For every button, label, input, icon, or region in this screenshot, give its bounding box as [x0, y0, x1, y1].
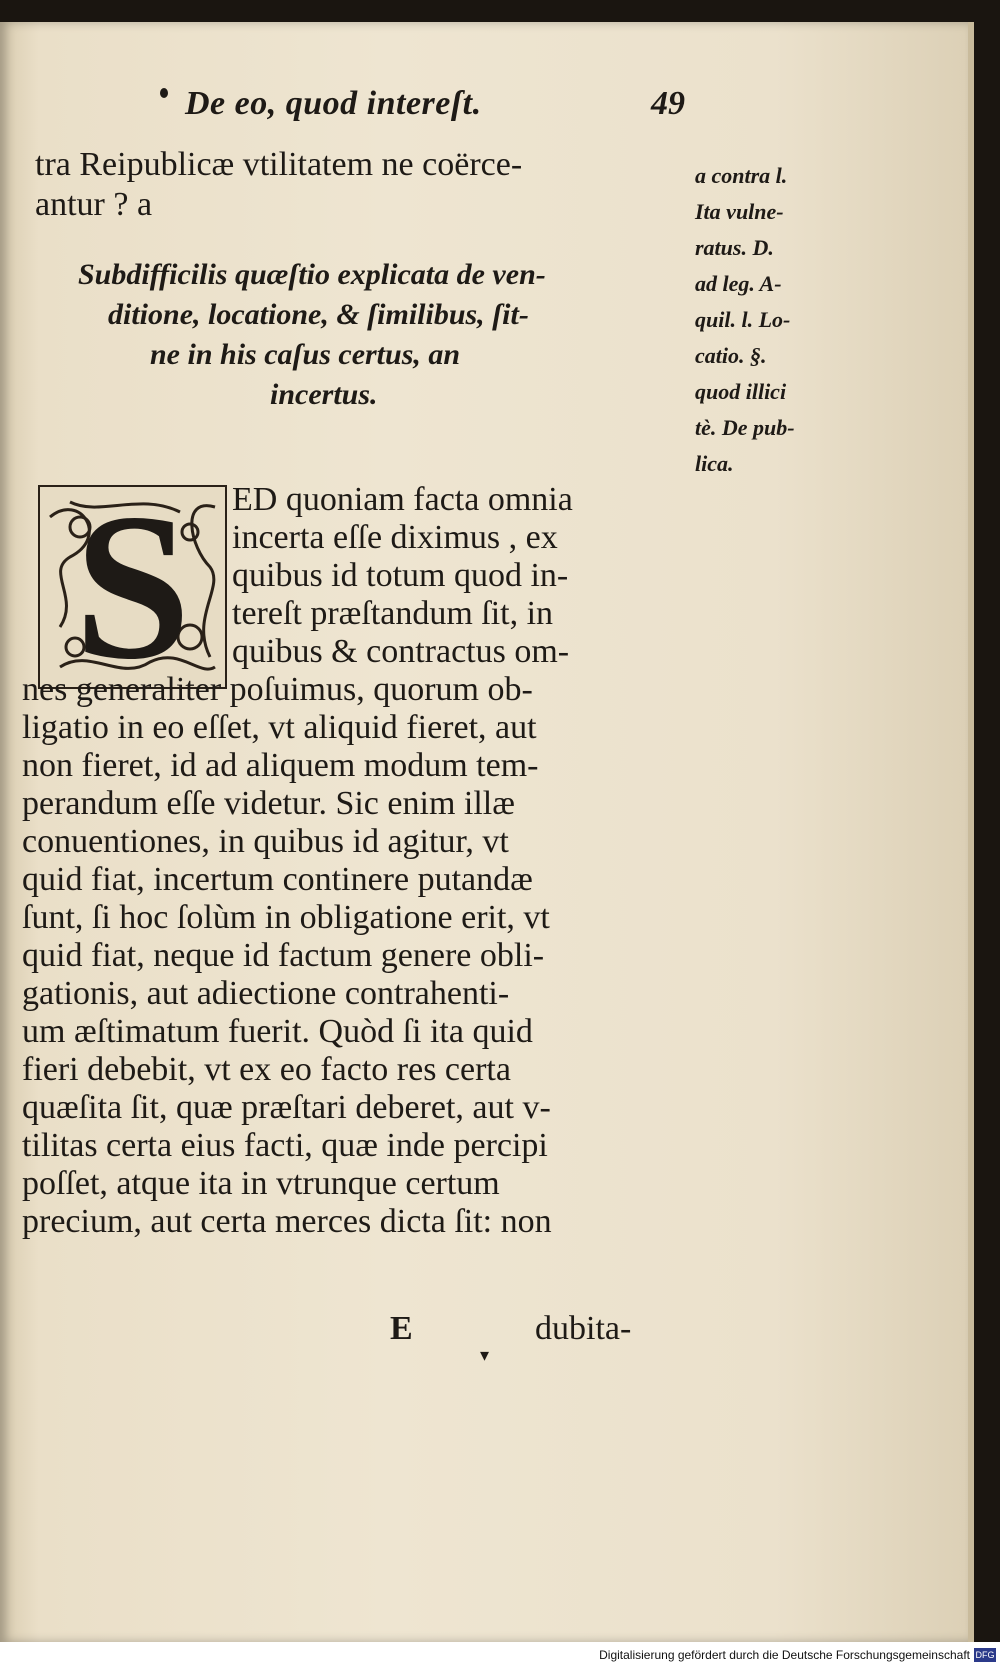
margin-note-line: tè. De pub- — [695, 415, 795, 440]
footer — [0, 1642, 1000, 1666]
subheading-line: incertus. — [270, 378, 378, 411]
margin-note-line: Ita vulne- — [695, 199, 784, 224]
page-number: 49 — [651, 85, 685, 122]
subheading-line: ditione, locatione, & ſimilibus, ſit- — [108, 298, 529, 331]
decorated-initial — [38, 471, 227, 703]
ink-dot — [160, 88, 168, 98]
footer-credit: Digitalisierung gefördert durch die Deutsche Forschungsgemeinschaft — [599, 1648, 970, 1662]
margin-note-line: quod illici — [695, 379, 787, 404]
margin-note-line: ratus. D. — [695, 235, 774, 260]
text-line: quid fiat, neque id factum genere obli- — [22, 937, 545, 974]
dropcap-letter: S — [74, 471, 191, 703]
text-line: incerta eſſe diximus , ex — [232, 519, 558, 556]
margin-note-line: quil. l. Lo- — [695, 307, 791, 332]
subheading-line: Subdifficilis quæſtio explicata de ven- — [78, 258, 546, 291]
text-line: ligatio in eo eſſet, vt aliquid fieret, aut — [22, 709, 537, 746]
text-line: tra Reipublicæ vtilitatem ne coërce- — [35, 146, 523, 183]
margin-note — [695, 158, 855, 482]
text-line: nes generaliter poſuimus, quorum ob- — [22, 671, 533, 708]
text-line: quibus & contractus om- — [232, 633, 570, 670]
signature-mark: E — [390, 1310, 413, 1347]
margin-note-line: catio. §. — [695, 343, 767, 368]
text-line: tilitas certa eius facti, quæ inde percipi — [22, 1127, 548, 1164]
ink-mark: ▾ — [480, 1345, 490, 1365]
margin-note-line: a contra l. — [695, 163, 788, 188]
text-line: um æſtimatum fuerit. Quòd ſi ita quid — [22, 1013, 533, 1050]
text-line: gationis, aut adiectione contrahenti- — [22, 975, 510, 1012]
text-line: conuentiones, in quibus id agitur, vt — [22, 823, 509, 860]
margin-note-line: ad leg. A- — [695, 271, 782, 296]
text-line: quæſita ſit, quæ præſtari deberet, aut v- — [22, 1089, 551, 1126]
page-header — [185, 85, 685, 135]
text-line: quibus id totum quod in- — [232, 557, 569, 594]
text-line: ED quoniam facta omnia — [232, 481, 573, 518]
text-line: poſſet, atque ita in vtrunque certum — [22, 1165, 500, 1202]
text-line: antur ? a — [35, 186, 153, 223]
catchword: dubita- — [535, 1310, 632, 1347]
margin-note-line: lica. — [695, 451, 734, 476]
text-line: quid fiat, incertum continere putandæ — [22, 861, 533, 898]
running-title: De eo, quod intereſt. — [185, 85, 482, 122]
text-line: fieri debebit, vt ex eo facto res certa — [22, 1051, 511, 1088]
subheading-line: ne in his caſus certus, an — [150, 338, 461, 371]
text-line: precium, aut certa merces dicta ſit: non — [22, 1203, 552, 1240]
dfg-logo-icon: DFG — [975, 1650, 995, 1660]
text-line: tereſt præſtandum ſit, in — [232, 595, 554, 632]
text-line: ſunt, ſi hoc ſolùm in obligatione erit, vt — [22, 899, 550, 936]
text-line: non fieret, id ad aliquem modum tem- — [22, 747, 539, 784]
text-line: perandum eſſe videtur. Sic enim illæ — [22, 785, 515, 822]
